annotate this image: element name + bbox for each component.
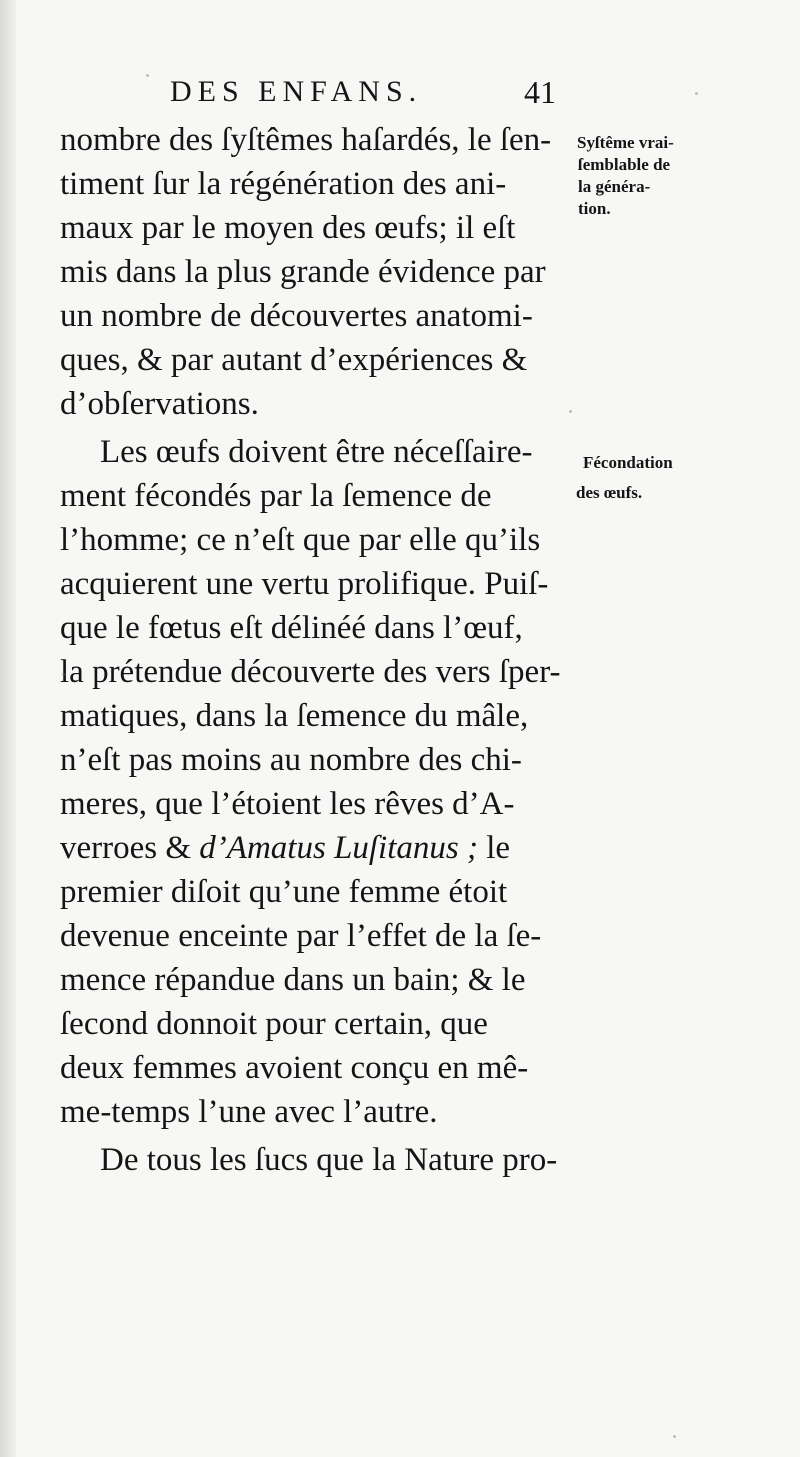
margin-note-line: la généra-	[578, 177, 651, 196]
text-line: deux femmes avoient conçu en mê-	[60, 1050, 529, 1086]
text-line: un nombre de découvertes anatomi-	[60, 298, 533, 334]
text-segment: verroes &	[60, 830, 200, 866]
margin-note-line: ſemblable de	[578, 155, 671, 174]
page-header	[170, 70, 570, 114]
paper-speck	[673, 1435, 676, 1438]
paragraph-start-line: Les œufs doivent être néceſſaire-	[100, 434, 533, 470]
text-line: devenue enceinte par l’effet de la ſe-	[60, 918, 542, 954]
margin-note-line: Fécondation	[583, 453, 673, 472]
paragraph-start-line: De tous les ſucs que la Nature pro-	[100, 1142, 558, 1178]
text-segment: le	[477, 830, 511, 866]
text-line: me-temps l’une avec l’autre.	[60, 1094, 438, 1130]
text-line: premier diſoit qu’une femme étoit	[60, 874, 508, 910]
page-gutter	[0, 0, 16, 1457]
text-line: nombre des ſyſtêmes haſardés, le ſen-	[60, 122, 552, 158]
text-line: l’homme; ce n’eſt que par elle qu’ils	[60, 522, 541, 558]
text-line: timent ſur la régénération des ani-	[60, 166, 507, 202]
text-line: ment fécondés par la ſemence de	[60, 478, 492, 514]
margin-note-line: Syſtême vrai-	[577, 133, 674, 152]
text-line: la prétendue découverte des vers ſper-	[60, 654, 561, 690]
page-number: 41	[524, 74, 556, 110]
margin-note-line: tion.	[578, 199, 611, 218]
text-line: ques, & par autant d’expériences &	[60, 342, 528, 378]
text-line: que le fœtus eſt délinéé dans l’œuf,	[60, 610, 523, 646]
text-line: n’eſt pas moins au nombre des chi-	[60, 742, 522, 778]
text-line: matiques, dans la ſemence du mâle,	[60, 698, 529, 734]
text-line: mence répandue dans un bain; & le	[60, 962, 526, 998]
running-title: DES ENFANS.	[170, 75, 423, 108]
paper-speck	[146, 74, 149, 77]
paper-speck	[62, 673, 65, 676]
text-line: meres, que l’étoient les rêves d’A-	[60, 786, 515, 822]
text-line: acquierent une vertu prolifique. Puiſ-	[60, 566, 549, 602]
text-line: mis dans la plus grande évidence par	[60, 254, 546, 290]
text-line: d’obſervations.	[60, 386, 259, 422]
text-line: ſecond donnoit pour certain, que	[60, 1006, 488, 1042]
margin-note-line: des œufs.	[576, 483, 643, 502]
paper-speck	[695, 92, 698, 95]
mixed-style-text-line	[60, 826, 510, 870]
italic-names: d’Amatus Luſitanus ;	[199, 830, 478, 866]
paper-speck	[569, 410, 572, 413]
text-line: maux par le moyen des œufs; il eſt	[60, 210, 516, 246]
